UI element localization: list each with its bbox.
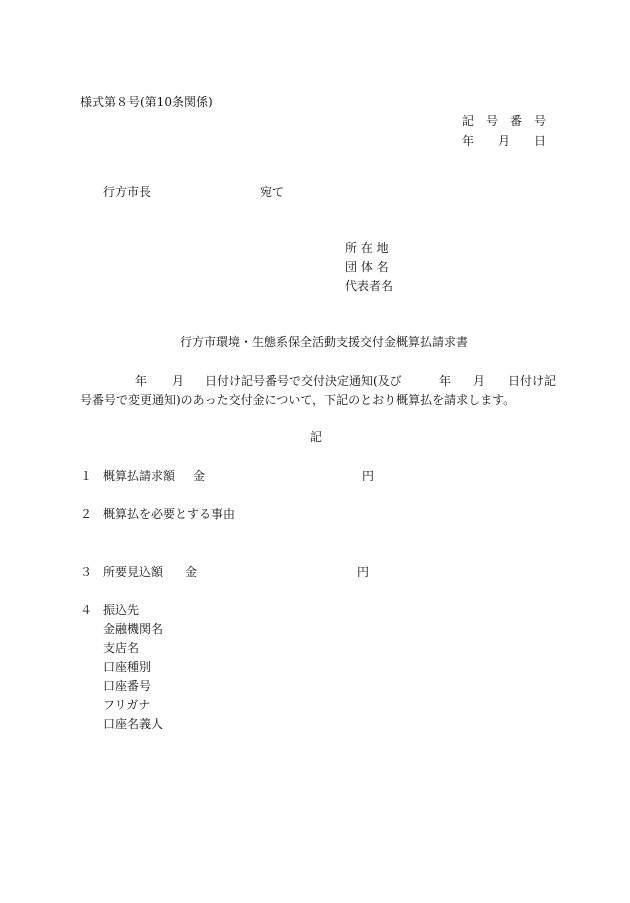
item2-label: 概算払を必要とする事由 (103, 507, 236, 521)
branch-name-label: 支店名 (103, 641, 140, 655)
item1-en: 円 (362, 469, 375, 483)
item1-label: 概算払請求額 (103, 469, 176, 483)
body-dated-2: 日付け記 (508, 374, 557, 388)
record-number: 記 号 番 号 (462, 114, 547, 128)
body-dated-1: 日付け記号番号で交付決定通知(及び (205, 374, 402, 388)
addressee-name: 行方市長 (103, 185, 152, 199)
item3-label: 所要見込額 (103, 565, 164, 579)
item4-label: 振込先 (103, 603, 140, 617)
body-month-1: 月 (172, 374, 185, 388)
document-date: 年 月 日 (462, 134, 547, 148)
item4-number: ４ (80, 603, 93, 617)
account-holder-label: 口座名義人 (103, 717, 164, 731)
body-year-1: 年 (135, 374, 148, 388)
body-line-2: 号番号で変更通知)のあった交付金について，下記のとおり概算払を請求します。 (80, 393, 516, 407)
item3-en: 円 (357, 565, 370, 579)
account-type-label: 口座種別 (103, 660, 152, 674)
organization-label: 団 体 名 (345, 260, 389, 274)
form-label: 様式第８号(第10条関係) (80, 95, 213, 109)
item3-kin: 金 (185, 565, 198, 579)
furigana-label: フリガナ (103, 698, 151, 712)
representative-label: 代表者名 (345, 279, 394, 293)
item3-number: ３ (80, 565, 93, 579)
item1-kin: 金 (193, 469, 206, 483)
account-number-label: 口座番号 (103, 679, 152, 693)
addressee-suffix: 宛て (260, 185, 285, 199)
bank-name-label: 金融機関名 (103, 622, 164, 636)
body-month-2: 月 (473, 374, 486, 388)
body-year-2: 年 (439, 374, 452, 388)
document-title: 行方市環境・生態系保全活動支援交付金概算払請求書 (180, 335, 469, 349)
ki-heading: 記 (310, 430, 323, 444)
item2-number: ２ (80, 507, 93, 521)
address-label: 所 在 地 (345, 241, 389, 255)
item1-number: １ (80, 469, 93, 483)
